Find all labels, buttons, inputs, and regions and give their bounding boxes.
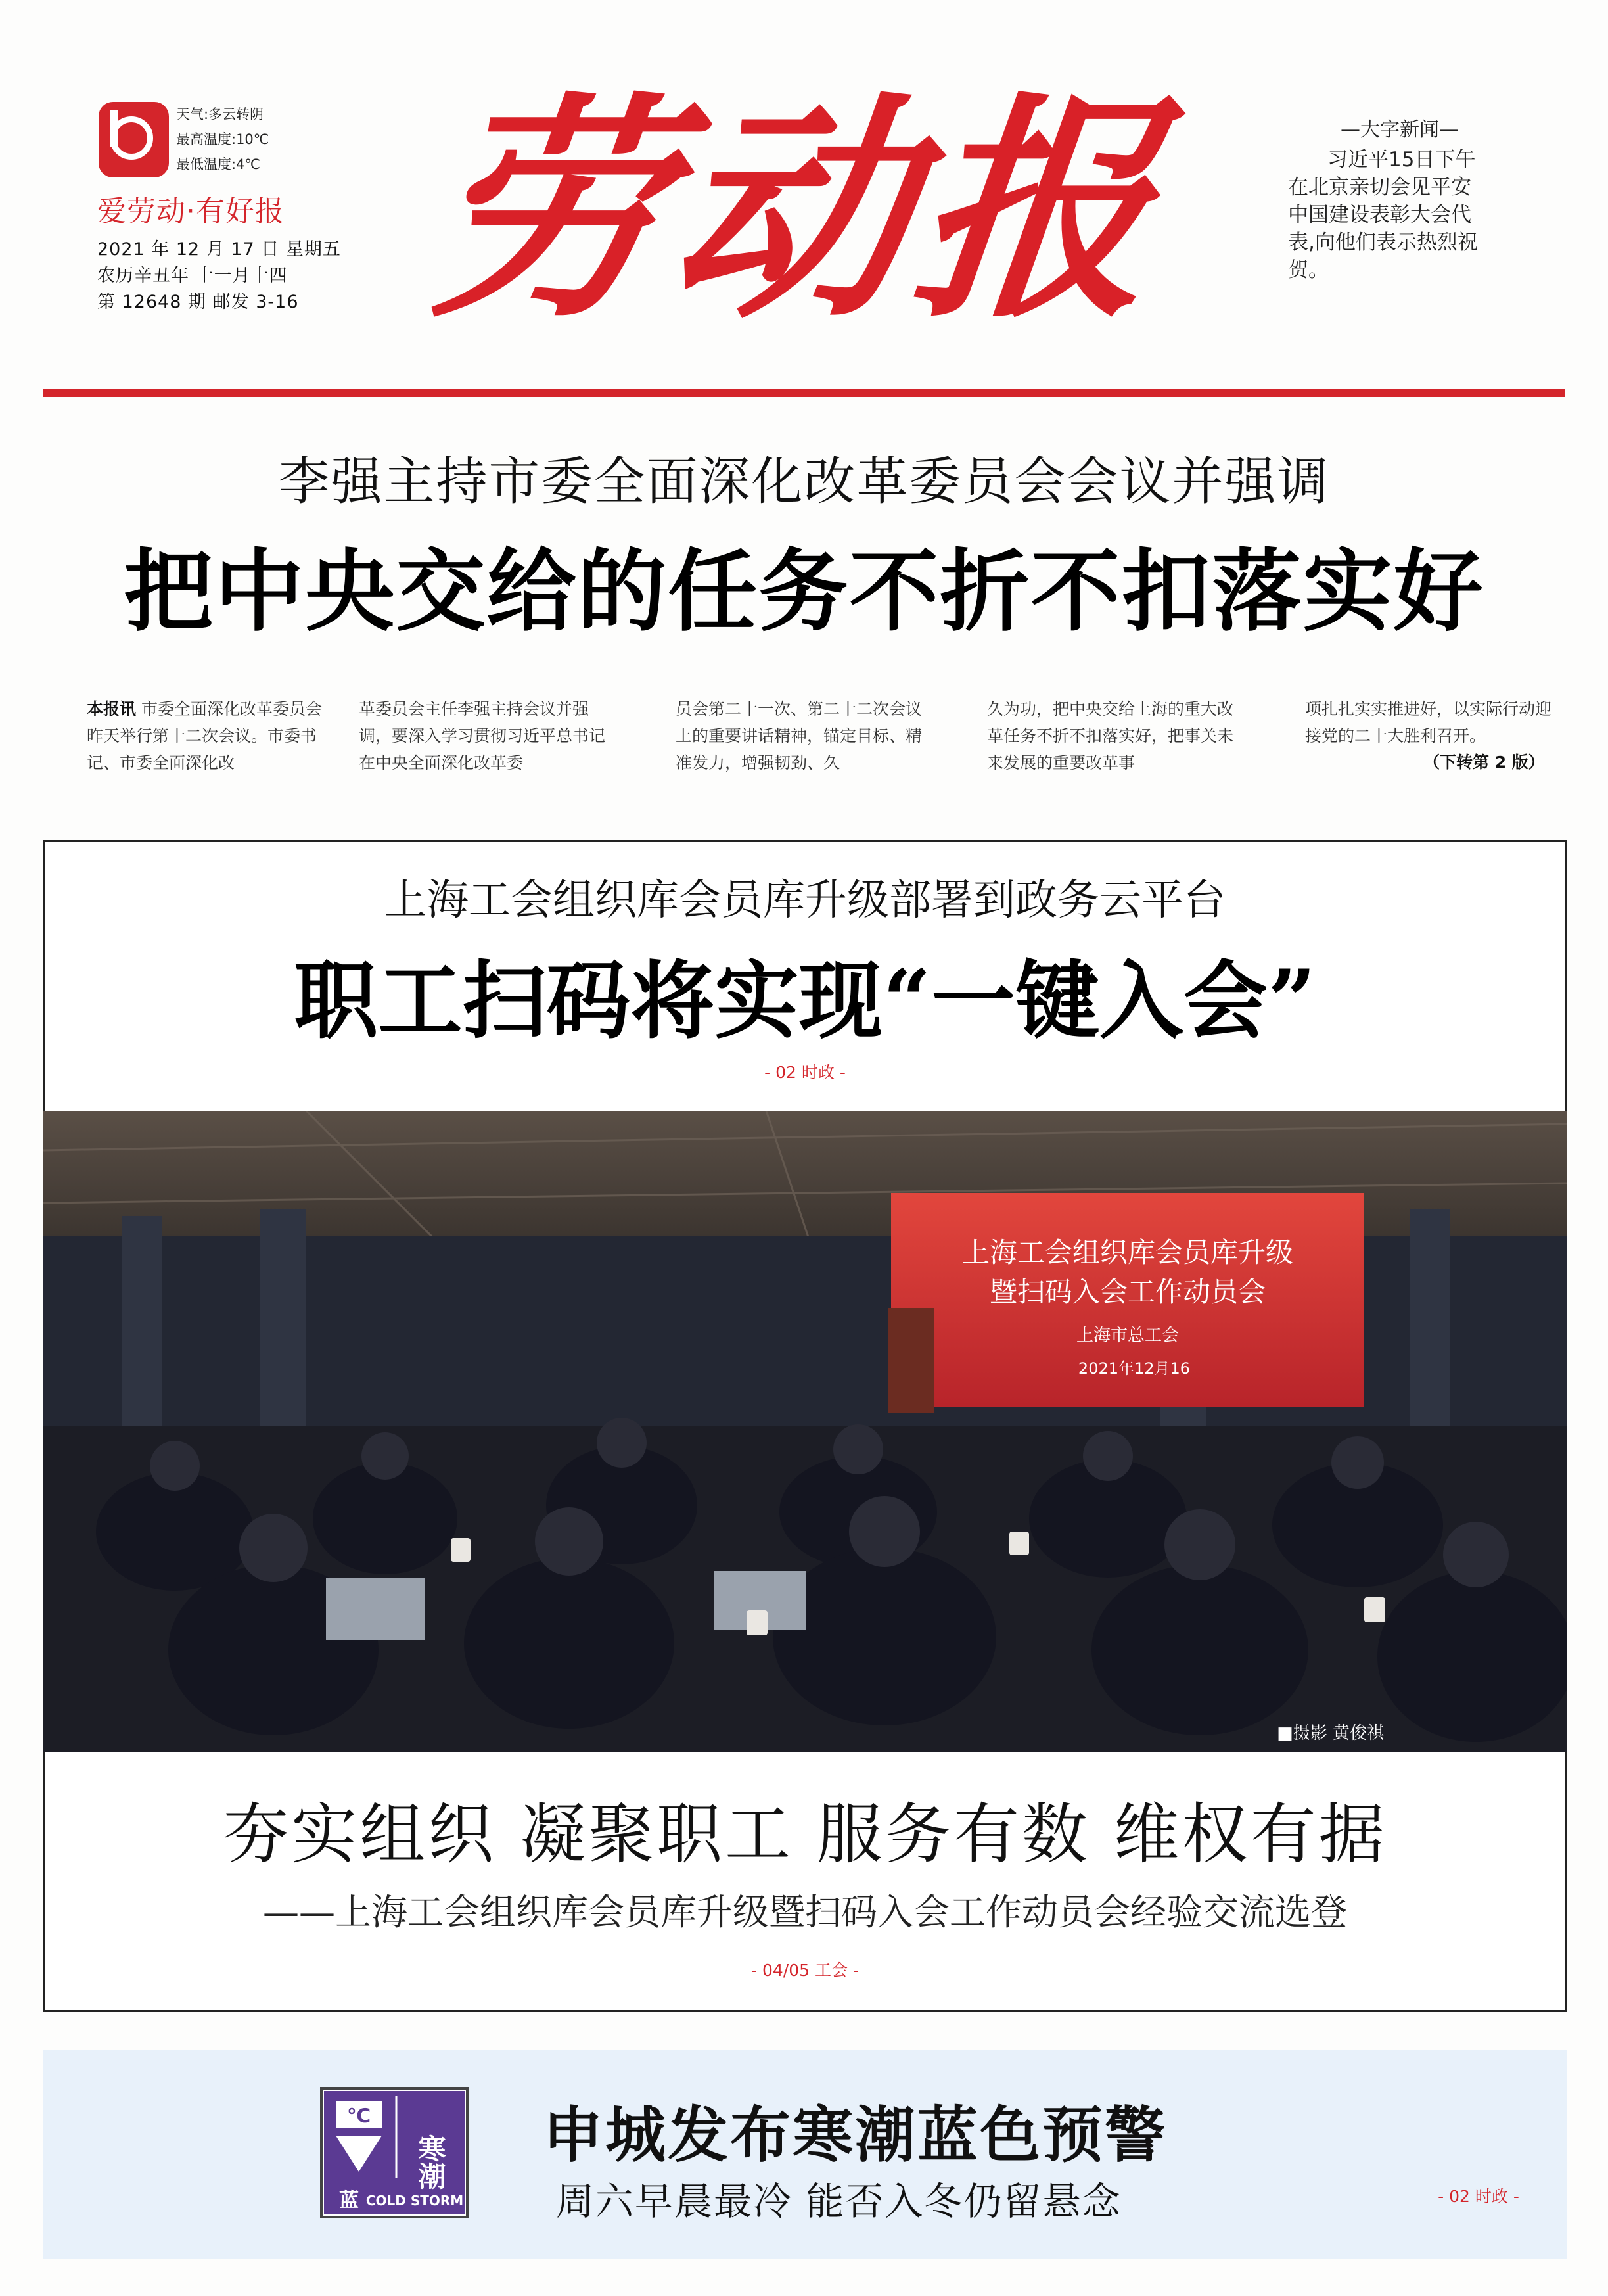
big-news-text[interactable]: 习近平15日下午在北京亲切会见平安中国建设表彰大会代表,向他们表示热烈祝贺。 <box>1288 148 1478 282</box>
weather-high-temp: 最高温度:10℃ <box>176 131 269 147</box>
slogan: 爱劳动·有好报 <box>97 195 285 228</box>
newspaper-logo-icon <box>99 102 169 177</box>
lead-kicker[interactable]: 李强主持市委全面深化改革委员会会议并强调 <box>278 452 1330 511</box>
feature-sub-page-ref[interactable]: - 04/05 工会 - <box>751 1961 859 1980</box>
masthead-title: 劳动报 <box>415 71 1175 349</box>
feature-dek[interactable]: ——上海工会组织库会员库升级暨扫码入会工作动员会经验交流选登 <box>262 1891 1347 1933</box>
weather-condition: 天气:多云转阴 <box>176 106 264 122</box>
lead-headline[interactable]: 把中央交给的任务不折不扣落实好 <box>124 539 1484 644</box>
lead-column-2: 革委员会主任李强主持会议并强调，要深入学习贯彻习近平总书记在中央全面深化改革委 <box>359 699 606 772</box>
cold-wave-icon-word: 寒潮 <box>414 2134 447 2190</box>
temp-icon-text: ℃ <box>346 2105 371 2128</box>
continued-notice[interactable]: （下转第 2 版） <box>1423 753 1545 772</box>
issue-line: 第 12648 期 邮发 3-16 <box>97 292 299 312</box>
cold-wave-page-ref[interactable]: - 02 时政 - <box>1438 2187 1519 2206</box>
cold-wave-icon-graphic <box>323 2090 466 2216</box>
masthead-divider <box>43 389 1565 397</box>
weather-low-temp: 最低温度:4℃ <box>176 156 261 172</box>
lead-column-3: 员会第二十一次、第二十二次会议上的重要讲话精神，锚定目标、精准发力，增强韧劲、久 <box>676 699 923 772</box>
lead-text-1: 市委全面深化改革委员会昨天举行第十二次会议。市委书记、市委全面深化改 <box>87 699 322 772</box>
lead-column-4: 久为功，把中央交给上海的重大改革任务不折不扣落实好，把事关未来发展的重要改革事 <box>987 699 1234 772</box>
cold-wave-headline[interactable]: 申城发布寒潮蓝色预警 <box>543 2099 1168 2170</box>
screen-date: 2021年12月16 <box>1078 1359 1191 1378</box>
cold-wave-alert-icon <box>320 2087 469 2218</box>
photo-credit: ■摄影 黄俊祺 <box>1277 1723 1384 1743</box>
feature-sub-headline[interactable]: 夯实组织 凝聚职工 服务有数 维权有据 <box>223 1796 1387 1873</box>
feature-photo <box>43 1111 1567 1752</box>
lunar-date-line: 农历辛丑年 十一月十四 <box>97 266 288 286</box>
screen-title-line2: 暨扫码入会工作动员会 <box>989 1276 1266 1308</box>
big-news-label: —大字新闻— <box>1341 118 1459 141</box>
screen-title-line1: 上海工会组织库会员库升级 <box>961 1236 1294 1269</box>
cold-storm-label: COLD STORM <box>365 2193 464 2209</box>
conference-photo-illustration <box>43 1111 1567 1752</box>
lead-byline: 本报讯 <box>87 699 137 718</box>
cold-wave-subhead[interactable]: 周六早晨最冷 能否入冬仍留悬念 <box>556 2179 1122 2224</box>
alert-level-text: 蓝 <box>339 2189 359 2212</box>
feature-headline[interactable]: 职工扫码将实现“一键入会” <box>294 952 1316 1050</box>
feature-kicker[interactable]: 上海工会组织库会员库升级部署到政务云平台 <box>384 876 1226 925</box>
lead-column-5: 项扎扎实实推进好，以实际行动迎接党的二十大胜利召开。 <box>1305 699 1552 745</box>
feature-page-ref[interactable]: - 02 时政 - <box>764 1063 846 1082</box>
lead-column-1 <box>87 695 336 776</box>
screen-signature: 上海市总工会 <box>1076 1326 1180 1346</box>
date-line: 2021 年 12 月 17 日 星期五 <box>97 239 341 260</box>
